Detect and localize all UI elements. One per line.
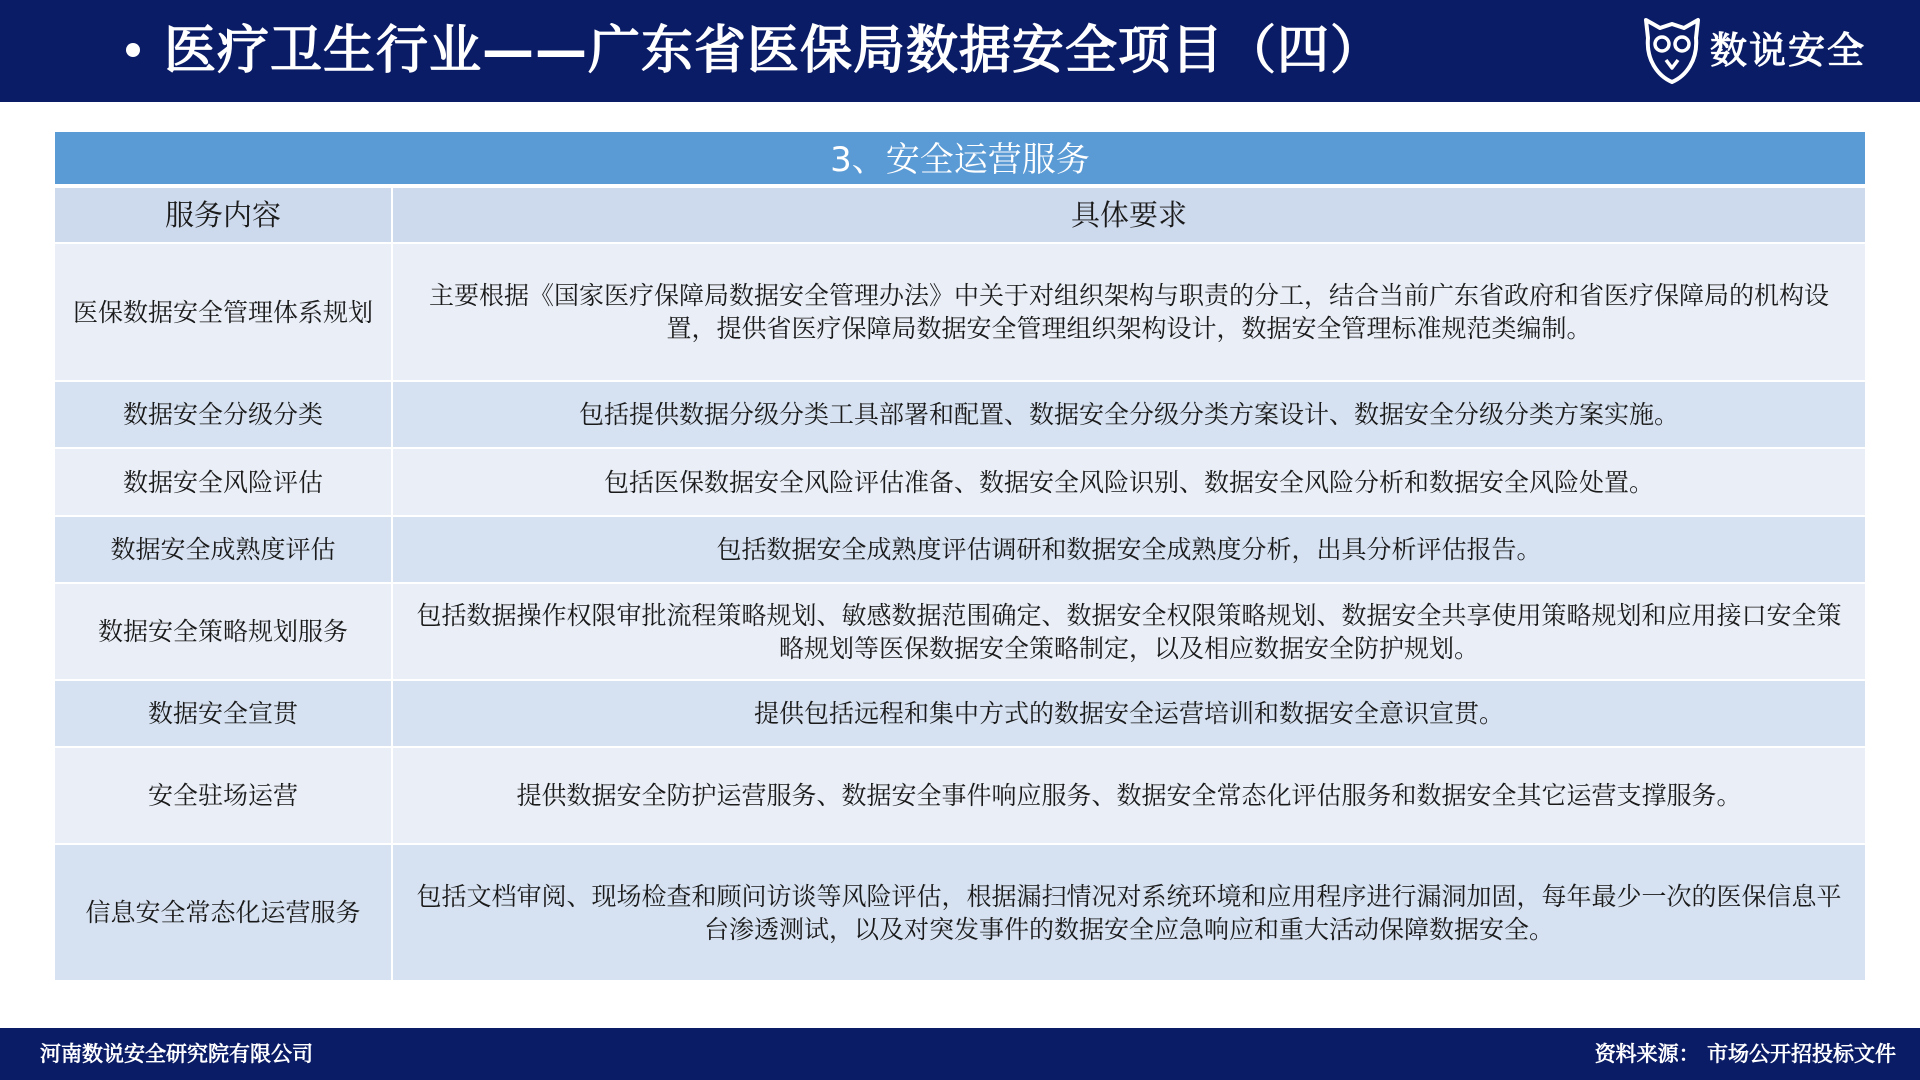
service-cell: 数据安全成熟度评估 bbox=[55, 517, 393, 582]
requirement-cell: 包括医保数据安全风险评估准备、数据安全风险识别、数据安全风险分析和数据安全风险处置。 bbox=[603, 467, 1654, 497]
requirement-cell: 包括数据安全成熟度评估调研和数据安全成熟度分析，出具分析评估报告。 bbox=[716, 535, 1542, 564]
brand bbox=[1640, 16, 1890, 86]
header-bar bbox=[0, 0, 1920, 102]
table-row bbox=[55, 584, 1865, 681]
page-title: 医疗卫生行业——广东省医保局数据安全项目（四） bbox=[164, 21, 1384, 81]
table-row bbox=[55, 244, 1865, 382]
service-cell: 安全驻场运营 bbox=[55, 748, 393, 843]
table-header-row bbox=[55, 188, 1865, 244]
service-cell: 数据安全分级分类 bbox=[55, 382, 393, 447]
footer-bar bbox=[0, 1028, 1920, 1080]
requirement-cell: 包括文档审阅、现场检查和顾问访谈等风险评估，根据漏扫情况对系统环境和应用程序进行漏洞加固，每年最少一次的医保信息平台渗透测试，以及对突发事件的数据安全应急响应和重大活动保障数据安全。 bbox=[416, 881, 1842, 944]
footer-source: 资料来源： 市场公开招投标文件 bbox=[1594, 1042, 1896, 1066]
requirement-cell: 包括数据操作权限审批流程策略规划、敏感数据范围确定、数据安全权限策略规划、数据安全共享使用策略规划和应用接口安全策略规划等医保数据安全策略制定，以及相应数据安全防护规划。 bbox=[416, 600, 1842, 663]
bullet-dot bbox=[126, 43, 140, 57]
column-header-service: 服务内容 bbox=[55, 188, 393, 242]
column-header-requirement: 具体要求 bbox=[1070, 197, 1187, 232]
service-cell: 数据安全策略规划服务 bbox=[55, 584, 393, 679]
table-row bbox=[55, 382, 1865, 449]
table-row bbox=[55, 681, 1865, 748]
service-cell: 数据安全风险评估 bbox=[55, 449, 393, 515]
service-table bbox=[55, 132, 1865, 980]
table-row bbox=[55, 449, 1865, 517]
requirement-cell: 包括提供数据分级分类工具部署和配置、数据安全分级分类方案设计、数据安全分级分类方案实施。 bbox=[578, 400, 1679, 429]
brand-name: 数说安全 bbox=[1710, 29, 1866, 72]
table-row bbox=[55, 517, 1865, 584]
footer-org: 河南数说安全研究院有限公司 bbox=[40, 1042, 313, 1066]
table-banner: 3、安全运营服务 bbox=[55, 132, 1865, 188]
requirement-cell: 提供数据安全防护运营服务、数据安全事件响应服务、数据安全常态化评估服务和数据安全其它运营支撑服务。 bbox=[516, 781, 1742, 810]
service-cell: 医保数据安全管理体系规划 bbox=[55, 244, 393, 380]
owl-shield-icon bbox=[1640, 16, 1704, 86]
table-row bbox=[55, 845, 1865, 980]
service-cell: 数据安全宣贯 bbox=[55, 681, 393, 746]
requirement-cell: 提供包括远程和集中方式的数据安全运营培训和数据安全意识宣贯。 bbox=[753, 699, 1504, 728]
table-row bbox=[55, 748, 1865, 845]
requirement-cell: 主要根据《国家医疗保障局数据安全管理办法》中关于对组织架构与职责的分工，结合当前广东省政府和省医疗保障局的机构设置，提供省医疗保障局数据安全管理组织架构设计，数据安全管理标准规范类编制。 bbox=[428, 281, 1829, 343]
service-cell: 信息安全常态化运营服务 bbox=[55, 845, 393, 980]
